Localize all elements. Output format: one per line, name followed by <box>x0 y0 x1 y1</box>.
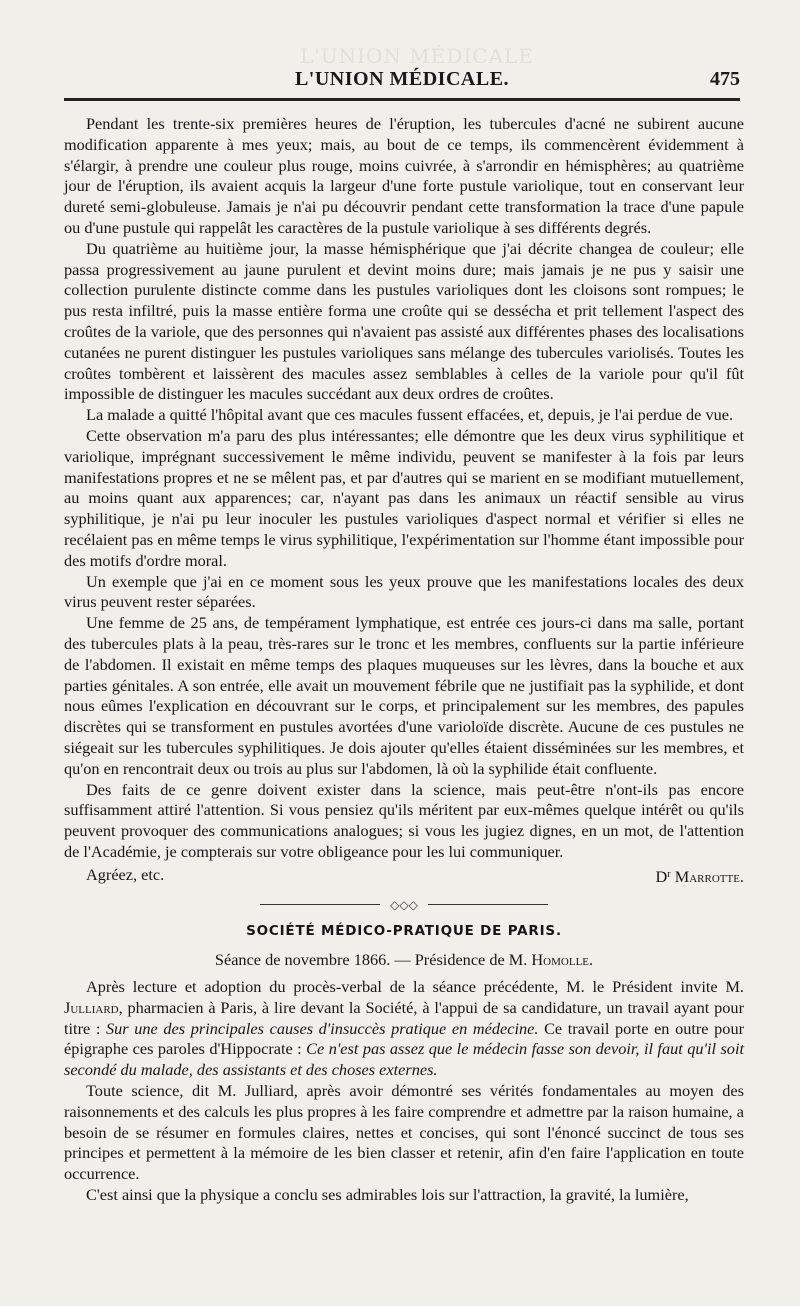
header-rule <box>64 98 740 101</box>
paragraph-part: Après lecture et adoption du procès-verbal de la séance précédente, M. le Président invite M. <box>86 977 744 997</box>
president-name: Homolle. <box>531 950 594 970</box>
paragraph: La malade a quitté l'hôpital avant que ces macules fussent effacées, et, depuis, je l'ai perdue de vue. <box>86 405 734 425</box>
paragraph-part: Ce travail porte en outre pour épigraphe ces paroles d'Hippocrate : <box>64 1018 745 1059</box>
author-prefix: D <box>655 866 668 886</box>
divider-line-right <box>428 904 548 905</box>
author-signature <box>656 865 744 888</box>
body-text <box>64 114 744 1206</box>
section-heading: SOCIÉTÉ MÉDICO-PRATIQUE DE PARIS. <box>246 923 562 940</box>
work-title: Sur une des principales causes d'insuccès pratique en médecine. <box>106 1018 539 1038</box>
paragraph-part: , pharmacien à Paris, à lire devant la Société, à l'appui de sa candidature, un travail ayant pour titre : <box>64 997 744 1038</box>
epigraph-quote: Ce n'est pas assez que le médecin fasse son devoir, il faut qu'il soit secondé du malade, des assistants et des choses externes. <box>64 1039 744 1080</box>
bleed-through-ghost-title: L'UNION MÉDICALE <box>300 44 534 68</box>
paragraph: Un exemple que j'ai en ce moment sous les yeux prouve que les manifestations locales des deux virus peuvent rester séparées. <box>64 571 744 612</box>
page-number: 475 <box>710 68 740 90</box>
paragraph: Cette observation m'a paru des plus intéressantes; elle démontre que les deux virus syphilitique et variolique, imprégnant successivement le même individu, peuvent se manifester à la fois par leurs manifestations propres et ne se mêlent pas, et par d'autres qui se marient en se modifiant mutuellement, au moins quant aux apparences; car, n'ayant pas dans les animaux un réactif sensible au virus syphilitique, je n'ai pu leur inoculer les pustules varioliques d'aspect normal et vérifier si elles ne recélaient pas en même temps le virus syphilitique, l'expérimentation sur l'homme étant impossible pour des motifs d'ordre moral. <box>64 425 744 570</box>
closing-formula: Agréez, etc. <box>86 864 165 884</box>
paragraph: Toute science, dit M. Julliard, après avoir démontré ses vérités fondamentales au moyen des raisonnements et des calculs les plus propres à les faire comprendre et admettre par la raison humaine, a besoin de se résumer en formules claires, nettes et concises, qui sont l'énoncé succinct de tous ses principes et permettent à la mémoire de les bien classer et retenir, afin d'en faire l'application en toute occurrence. <box>64 1081 744 1184</box>
paragraph: Des faits de ce genre doivent exister dans la science, mais peut-être n'ont-ils pas encore suffisamment attiré l'attention. Si vous pensiez qu'ils méritent par eux-mêmes quelque intérêt ou qu'ils peuvent provoquer des communications analogues; si vous les jugiez dignes, en un mot, de l'attention de l'Académie, je compterais sur votre obligeance pour les lui communiquer. <box>64 779 744 861</box>
letter-signature <box>64 865 744 888</box>
page-header <box>64 64 740 94</box>
author-prefix-superscript: r <box>667 868 671 880</box>
running-title: L'UNION MÉDICALE. <box>294 68 510 90</box>
diamond-ornament-icon: ◇◇◇ <box>390 898 418 913</box>
session-line <box>64 950 744 971</box>
paragraph: C'est ainsi que la physique a conclu ses admirables lois sur l'attraction, la gravité, la lumière, <box>86 1185 689 1205</box>
session-text: Séance de novembre 1866. — Présidence de M. <box>214 950 528 970</box>
paragraph: Une femme de 25 ans, de tempérament lymphatique, est entrée ces jours-ci dans ma salle, portant des tubercules plats à la peau, très-rares sur le tronc et les membres, confluents sur la partie inférieure de l'abdomen. Il existait en même temps des plaques muqueuses sur les lèvres, dans la bouche et aux parties génitales. A son entrée, elle avait un mouvement fébrile que ne justifiait pas la syphilide, et dont nous eûmes l'explication en découvrant sur le corps, et principalement sur les membres, des papules discrètes qui se transforment en pustules avortées d'une varioloïde discrète. Aucune de ces pustules ne siégeait sur les tubercules syphilitiques. Je dois ajouter qu'elles étaient disséminées sur les membres, et qu'on en rencontrait deux ou trois au plus sur l'abdomen, là où la syphilide était confluente. <box>64 613 744 778</box>
section-divider-ornament <box>64 895 744 915</box>
divider-line-left <box>260 904 380 905</box>
paragraph: Du quatrième au huitième jour, la masse hémisphérique que j'ai décrite changea de couleur; elle passa progressivement au jaune purulent et devint moins dure; mais jamais je ne pus y saisir une collection purulente distincte comme dans les pustules varioliques dont les cloisons sont rompues; le pus resta infiltré, puis la masse entière forma une croûte qui se dessécha et prit tellement l'aspect des croûtes de la variole, que des personnes qui n'avaient pas assisté aux différentes phases des localisations cutanées ne purent distinguer les pustules varioliques sans mélange des tubercules variolisés. Toutes les croûtes tombèrent et laissèrent des macules assez semblables à celles de la variole pour qu'il fût impossible de distinguer les macules succédant aux deux ordres de croûtes. <box>64 238 744 404</box>
candidate-name: Julliard <box>64 997 119 1017</box>
paragraph: Pendant les trente-six premières heures de l'éruption, les tubercules d'acné ne subirent aucune modification apparente à mes yeux; mais, au bout de ce temps, ils commencèrent évidemment à s'élargir, à prendre une couleur plus rouge, moins cuivrée, à s'arrondir en hémisphères; au quatrième jour de l'éruption, ils avaient acquis la largeur d'une forte pustule variolique, tout en conservant leur dureté semi-globuleuse. Jamais je n'ai pu découvrir pendant cette transformation la trace d'une papule ou d'une pustule qui rappelât les caractères de la pustule variolique à ses différents degrés. <box>64 114 744 237</box>
author-name: Marrotte. <box>674 866 744 886</box>
paragraph <box>64 977 744 1081</box>
